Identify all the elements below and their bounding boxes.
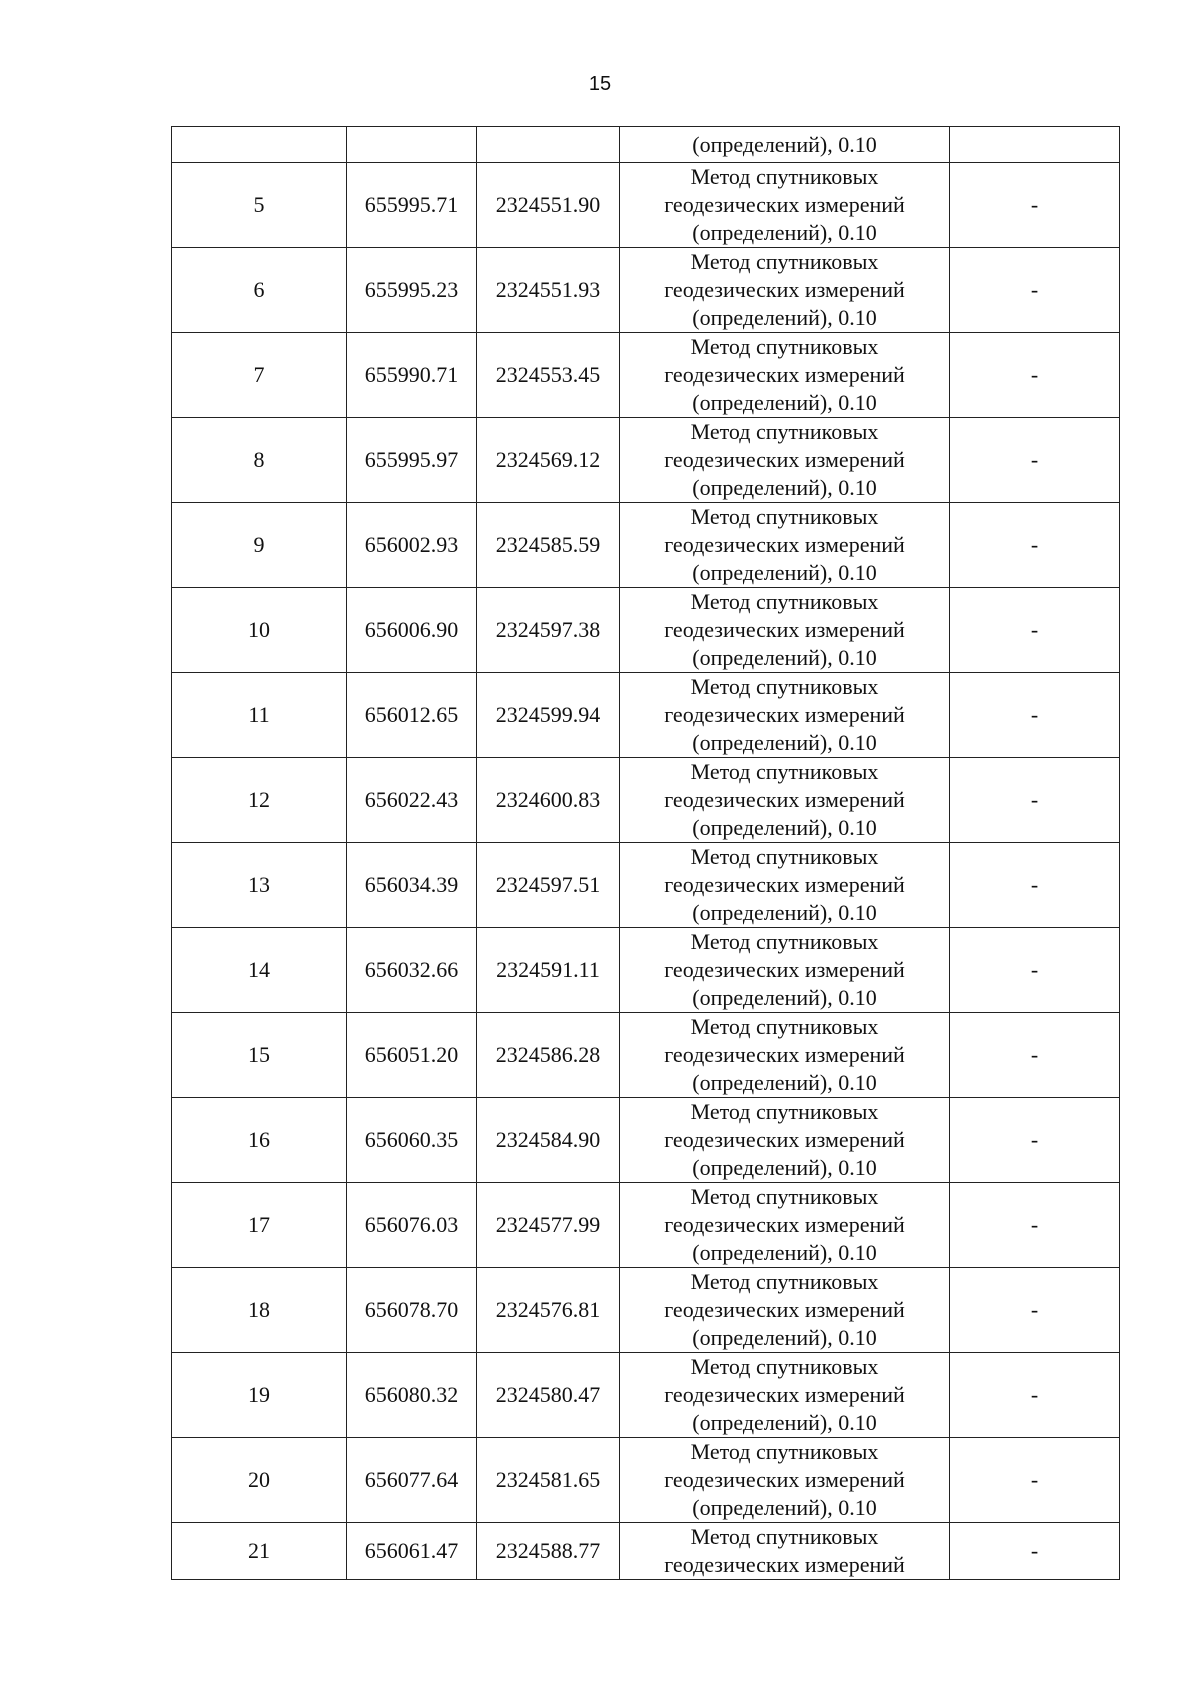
cell-note: - bbox=[950, 1438, 1120, 1523]
method-line: Метод спутниковых bbox=[690, 844, 879, 869]
cell-method bbox=[620, 588, 950, 673]
cell-method bbox=[620, 1268, 950, 1353]
cell-method: (определений), 0.10 bbox=[620, 127, 950, 163]
table-row bbox=[172, 1183, 1120, 1268]
cell-method bbox=[620, 503, 950, 588]
cell-method bbox=[620, 418, 950, 503]
cell-y: 2324576.81 bbox=[477, 1268, 620, 1353]
cell-y: 2324585.59 bbox=[477, 503, 620, 588]
cell-num: 9 bbox=[172, 503, 347, 588]
method-line: (определений), 0.10 bbox=[692, 1325, 877, 1350]
cell-note: - bbox=[950, 1183, 1120, 1268]
cell-y: 2324551.90 bbox=[477, 163, 620, 248]
cell-x: 656051.20 bbox=[347, 1013, 477, 1098]
table-body bbox=[172, 127, 1120, 1580]
cell-x: 656032.66 bbox=[347, 928, 477, 1013]
cell-num: 21 bbox=[172, 1523, 347, 1580]
method-line: (определений), 0.10 bbox=[692, 1155, 877, 1180]
table-row bbox=[172, 1268, 1120, 1353]
method-line: Метод спутниковых bbox=[690, 1184, 879, 1209]
method-line: (определений), 0.10 bbox=[692, 645, 877, 670]
cell-y: 2324597.38 bbox=[477, 588, 620, 673]
cell-num: 6 bbox=[172, 248, 347, 333]
method-line: Метод спутниковых bbox=[690, 759, 879, 784]
method-line: геодезических измерений bbox=[664, 1297, 905, 1322]
method-line: (определений), 0.10 bbox=[692, 730, 877, 755]
table-row-carryover bbox=[172, 127, 1120, 163]
table-row bbox=[172, 503, 1120, 588]
cell-y: 2324597.51 bbox=[477, 843, 620, 928]
cell-note: - bbox=[950, 1523, 1120, 1580]
cell-note: - bbox=[950, 673, 1120, 758]
method-line: геодезических измерений bbox=[664, 1467, 905, 1492]
method-line: Метод спутниковых bbox=[690, 589, 879, 614]
cell-note: - bbox=[950, 1268, 1120, 1353]
cell-note: - bbox=[950, 163, 1120, 248]
coordinates-table bbox=[171, 126, 1120, 1580]
method-line: Метод спутниковых bbox=[690, 674, 879, 699]
cell-note: - bbox=[950, 1098, 1120, 1183]
cell-x: 656034.39 bbox=[347, 843, 477, 928]
cell-method bbox=[620, 928, 950, 1013]
cell-method bbox=[620, 1353, 950, 1438]
method-line: геодезических измерений bbox=[664, 702, 905, 727]
method-line: (определений), 0.10 bbox=[692, 900, 877, 925]
method-line: Метод спутниковых bbox=[690, 1014, 879, 1039]
method-line: Метод спутниковых bbox=[690, 504, 879, 529]
cell-x: 656060.35 bbox=[347, 1098, 477, 1183]
cell-y: 2324588.77 bbox=[477, 1523, 620, 1580]
table-row bbox=[172, 1098, 1120, 1183]
table-row bbox=[172, 418, 1120, 503]
method-line: геодезических измерений bbox=[664, 277, 905, 302]
cell-num: 15 bbox=[172, 1013, 347, 1098]
method-line: Метод спутниковых bbox=[690, 1524, 879, 1549]
cell-y: 2324600.83 bbox=[477, 758, 620, 843]
cell-y: 2324577.99 bbox=[477, 1183, 620, 1268]
cell-x: 656002.93 bbox=[347, 503, 477, 588]
cell-y: 2324584.90 bbox=[477, 1098, 620, 1183]
cell-note: - bbox=[950, 418, 1120, 503]
method-line: Метод спутниковых bbox=[690, 1269, 879, 1294]
method-line: геодезических измерений bbox=[664, 362, 905, 387]
method-line: Метод спутниковых bbox=[690, 1439, 879, 1464]
cell-y: 2324580.47 bbox=[477, 1353, 620, 1438]
cell-y: 2324569.12 bbox=[477, 418, 620, 503]
method-line: геодезических измерений bbox=[664, 1042, 905, 1067]
cell-note: - bbox=[950, 758, 1120, 843]
cell-y: 2324586.28 bbox=[477, 1013, 620, 1098]
method-line: геодезических измерений bbox=[664, 1552, 905, 1577]
cell-num: 14 bbox=[172, 928, 347, 1013]
cell-x: 656077.64 bbox=[347, 1438, 477, 1523]
cell-num: 10 bbox=[172, 588, 347, 673]
page-number: 15 bbox=[588, 73, 612, 95]
table-row bbox=[172, 588, 1120, 673]
cell-x: 656006.90 bbox=[347, 588, 477, 673]
table-row bbox=[172, 248, 1120, 333]
table-row bbox=[172, 1013, 1120, 1098]
cell-note bbox=[950, 127, 1120, 163]
cell-num: 7 bbox=[172, 333, 347, 418]
cell-note: - bbox=[950, 333, 1120, 418]
method-line: (определений), 0.10 bbox=[692, 985, 877, 1010]
cell-note: - bbox=[950, 928, 1120, 1013]
table-row bbox=[172, 843, 1120, 928]
cell-num: 11 bbox=[172, 673, 347, 758]
cell-note: - bbox=[950, 588, 1120, 673]
cell-x: 656061.47 bbox=[347, 1523, 477, 1580]
cell-method bbox=[620, 333, 950, 418]
cell-num bbox=[172, 127, 347, 163]
cell-method bbox=[620, 1013, 950, 1098]
method-line: геодезических измерений bbox=[664, 532, 905, 557]
table-row-last bbox=[172, 1523, 1120, 1580]
method-line: Метод спутниковых bbox=[690, 929, 879, 954]
cell-num: 16 bbox=[172, 1098, 347, 1183]
cell-num: 8 bbox=[172, 418, 347, 503]
cell-method bbox=[620, 673, 950, 758]
cell-method bbox=[620, 248, 950, 333]
cell-x: 656012.65 bbox=[347, 673, 477, 758]
cell-note: - bbox=[950, 1353, 1120, 1438]
cell-y: 2324553.45 bbox=[477, 333, 620, 418]
cell-x: 656076.03 bbox=[347, 1183, 477, 1268]
table-row bbox=[172, 1353, 1120, 1438]
method-line: геодезических измерений bbox=[664, 447, 905, 472]
method-line: Метод спутниковых bbox=[690, 1099, 879, 1124]
table-row bbox=[172, 333, 1120, 418]
cell-note: - bbox=[950, 503, 1120, 588]
cell-num: 12 bbox=[172, 758, 347, 843]
cell-num: 13 bbox=[172, 843, 347, 928]
cell-num: 19 bbox=[172, 1353, 347, 1438]
method-line: (определений), 0.10 bbox=[692, 560, 877, 585]
table-row bbox=[172, 163, 1120, 248]
cell-note: - bbox=[950, 843, 1120, 928]
method-line: геодезических измерений bbox=[664, 957, 905, 982]
cell-method bbox=[620, 758, 950, 843]
method-line: геодезических измерений bbox=[664, 1382, 905, 1407]
method-line: геодезических измерений bbox=[664, 872, 905, 897]
method-line: (определений), 0.10 bbox=[692, 1410, 877, 1435]
cell-num: 20 bbox=[172, 1438, 347, 1523]
cell-x: 656022.43 bbox=[347, 758, 477, 843]
cell-num: 18 bbox=[172, 1268, 347, 1353]
cell-note: - bbox=[950, 1013, 1120, 1098]
method-line: Метод спутниковых bbox=[690, 249, 879, 274]
cell-y: 2324581.65 bbox=[477, 1438, 620, 1523]
method-line: Метод спутниковых bbox=[690, 334, 879, 359]
cell-num: 17 bbox=[172, 1183, 347, 1268]
cell-x: 655995.71 bbox=[347, 163, 477, 248]
cell-num: 5 bbox=[172, 163, 347, 248]
cell-x: 655995.97 bbox=[347, 418, 477, 503]
cell-method bbox=[620, 1523, 950, 1580]
table-row bbox=[172, 1438, 1120, 1523]
method-line: Метод спутниковых bbox=[690, 164, 879, 189]
cell-method bbox=[620, 1098, 950, 1183]
cell-method bbox=[620, 1438, 950, 1523]
cell-y: 2324551.93 bbox=[477, 248, 620, 333]
method-line: (определений), 0.10 bbox=[692, 390, 877, 415]
method-line: Метод спутниковых bbox=[690, 419, 879, 444]
cell-method bbox=[620, 1183, 950, 1268]
table-row bbox=[172, 673, 1120, 758]
cell-x: 656078.70 bbox=[347, 1268, 477, 1353]
cell-method bbox=[620, 843, 950, 928]
cell-y: 2324599.94 bbox=[477, 673, 620, 758]
method-line: (определений), 0.10 bbox=[692, 1240, 877, 1265]
cell-y: 2324591.11 bbox=[477, 928, 620, 1013]
cell-x: 656080.32 bbox=[347, 1353, 477, 1438]
cell-x bbox=[347, 127, 477, 163]
cell-method bbox=[620, 163, 950, 248]
method-line: (определений), 0.10 bbox=[692, 1495, 877, 1520]
cell-note: - bbox=[950, 248, 1120, 333]
method-line: геодезических измерений bbox=[664, 1212, 905, 1237]
method-line: геодезических измерений bbox=[664, 1127, 905, 1152]
method-line: Метод спутниковых bbox=[690, 1354, 879, 1379]
cell-x: 655995.23 bbox=[347, 248, 477, 333]
method-line: (определений), 0.10 bbox=[692, 305, 877, 330]
table-row bbox=[172, 928, 1120, 1013]
method-line: (определений), 0.10 bbox=[692, 220, 877, 245]
method-line: геодезических измерений bbox=[664, 787, 905, 812]
method-line: (определений), 0.10 bbox=[692, 815, 877, 840]
method-line: геодезических измерений bbox=[664, 192, 905, 217]
cell-y bbox=[477, 127, 620, 163]
method-line: (определений), 0.10 bbox=[692, 1070, 877, 1095]
table-row bbox=[172, 758, 1120, 843]
method-line: (определений), 0.10 bbox=[692, 475, 877, 500]
method-line: геодезических измерений bbox=[664, 617, 905, 642]
cell-x: 655990.71 bbox=[347, 333, 477, 418]
